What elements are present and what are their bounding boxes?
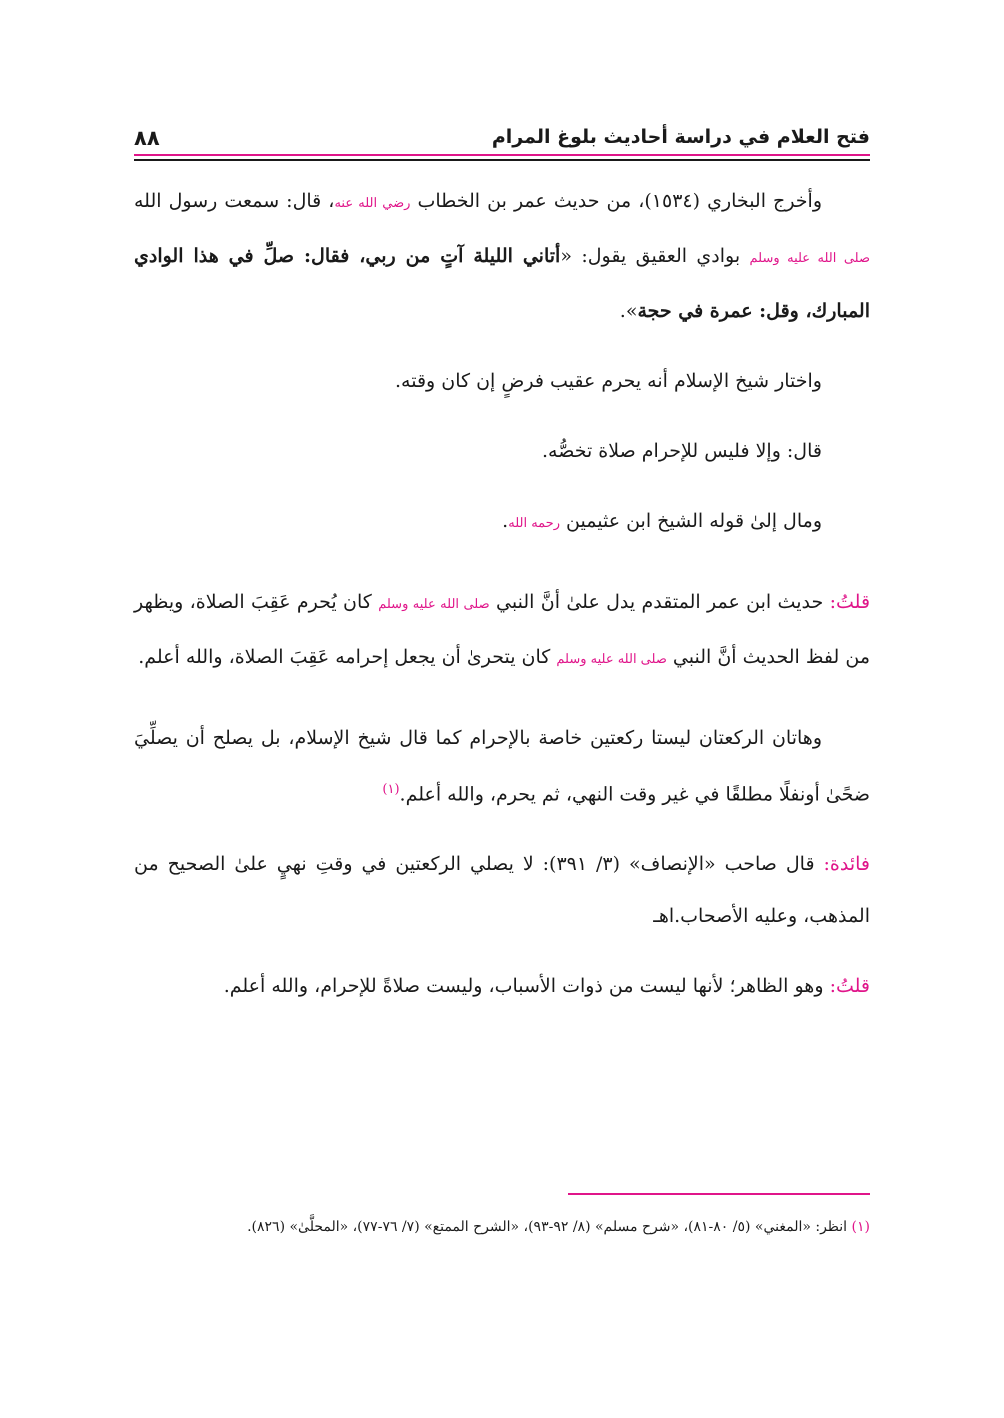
text-segment: ومال إلىٰ قوله الشيخ ابن عثيمين: [566, 510, 822, 532]
text-segment: وهاتان الركعتان ليستا ركعتين خاصة بالإحرام كما قال شيخ الإسلام، بل يصلح أن يصلِّيَ ضحًىٰ أونفلًا مطلقًا في غير وقت النهي، ثم يحرم، والله أعلم.: [134, 727, 870, 806]
paragraph-qala: قال: وإلا فليس للإحرام صلاة تخصُّه.: [542, 440, 822, 462]
page-number: ٨٨: [134, 126, 160, 150]
label-qultu: قلتُ:: [829, 591, 871, 613]
paragraph-qultu-2: [134, 960, 870, 1012]
footnote-number: (١): [851, 1219, 870, 1235]
honorific-salla-allah: صلى الله عليه وسلم: [378, 597, 490, 612]
text-segment: حديث ابن عمر المتقدم يدل علىٰ أنَّ النبي: [496, 591, 824, 613]
paragraph-qultu-1: [134, 576, 870, 686]
paragraph-ibn-uthaymin: [134, 495, 870, 550]
text-segment: كان يُحرم عَقِبَ الصلاة، ويظهر من لفظ الحديث أنَّ النبي: [134, 591, 870, 668]
book-title: فتح العلام في دراسة أحاديث بلوغ المرام: [491, 126, 870, 148]
honorific-radiallahu: رضي الله عنه: [334, 196, 411, 211]
footnote-separator: [568, 1193, 870, 1195]
paragraph-two-rakahs: [134, 712, 870, 820]
label-qultu: قلتُ:: [829, 975, 870, 998]
text-segment: ».: [619, 300, 638, 322]
footnote-1: [134, 1214, 870, 1241]
honorific-salla-allah: صلى الله عليه وسلم: [556, 652, 667, 667]
header-rule-pink: [134, 154, 870, 156]
page: [134, 118, 870, 1012]
footnote-marker[interactable]: (١): [382, 782, 400, 797]
honorific-salla-allah: صلى الله عليه وسلم: [749, 251, 871, 266]
text-segment: بوادي العقيق يقول: «: [560, 245, 741, 267]
label-faida: فائدة:: [823, 853, 870, 876]
paragraph-shaykh-islam: واختار شيخ الإسلام أنه يحرم عقيب فرضٍ إن كان وقته.: [395, 370, 822, 392]
text-segment: وهو الظاهر؛ لأنها ليست من ذوات الأسباب، وليست صلاةً للإحرام، والله أعلم.: [223, 975, 824, 998]
paragraph-faida: [134, 838, 870, 942]
header-rule-black: [134, 159, 870, 161]
footnote: [134, 1214, 870, 1241]
text-segment: وأخرج البخاري (١٥٣٤)، من حديث عمر بن الخطاب: [417, 190, 823, 212]
text-segment: قال صاحب «الإنصاف» (٣/ ٣٩١): لا يصلي الركعتين في وقتِ نهيٍ علىٰ الصحيح من المذهب، وعليه الأصحاب.اهـ: [134, 853, 870, 928]
running-header: [134, 118, 870, 152]
honorific-rahimahullah: رحمه الله: [508, 516, 560, 531]
main-text: [134, 175, 870, 1012]
hadith-quote: أتاني الليلة آتٍ من ربي، فقال: صلِّ في هذا الوادي المبارك، وقل: عمرة في حجة: [134, 245, 870, 322]
text-segment: .: [502, 510, 509, 532]
paragraph-bukhari-hadith: [134, 175, 870, 337]
footnote-text: انظر: «المغني» (٥/ ٨٠-٨١)، «شرح مسلم» (٨/ ٩٢-٩٣)، «الشرح الممتع» (٧/ ٧٦-٧٧)، «المحلَّىٰ» (٨٢٦).: [247, 1219, 848, 1235]
text-segment: ، قال: سمعت رسول الله: [134, 190, 335, 212]
text-segment: كان يتحرىٰ أن يجعل إحرامه عَقِبَ الصلاة، والله أعلم.: [138, 646, 551, 668]
